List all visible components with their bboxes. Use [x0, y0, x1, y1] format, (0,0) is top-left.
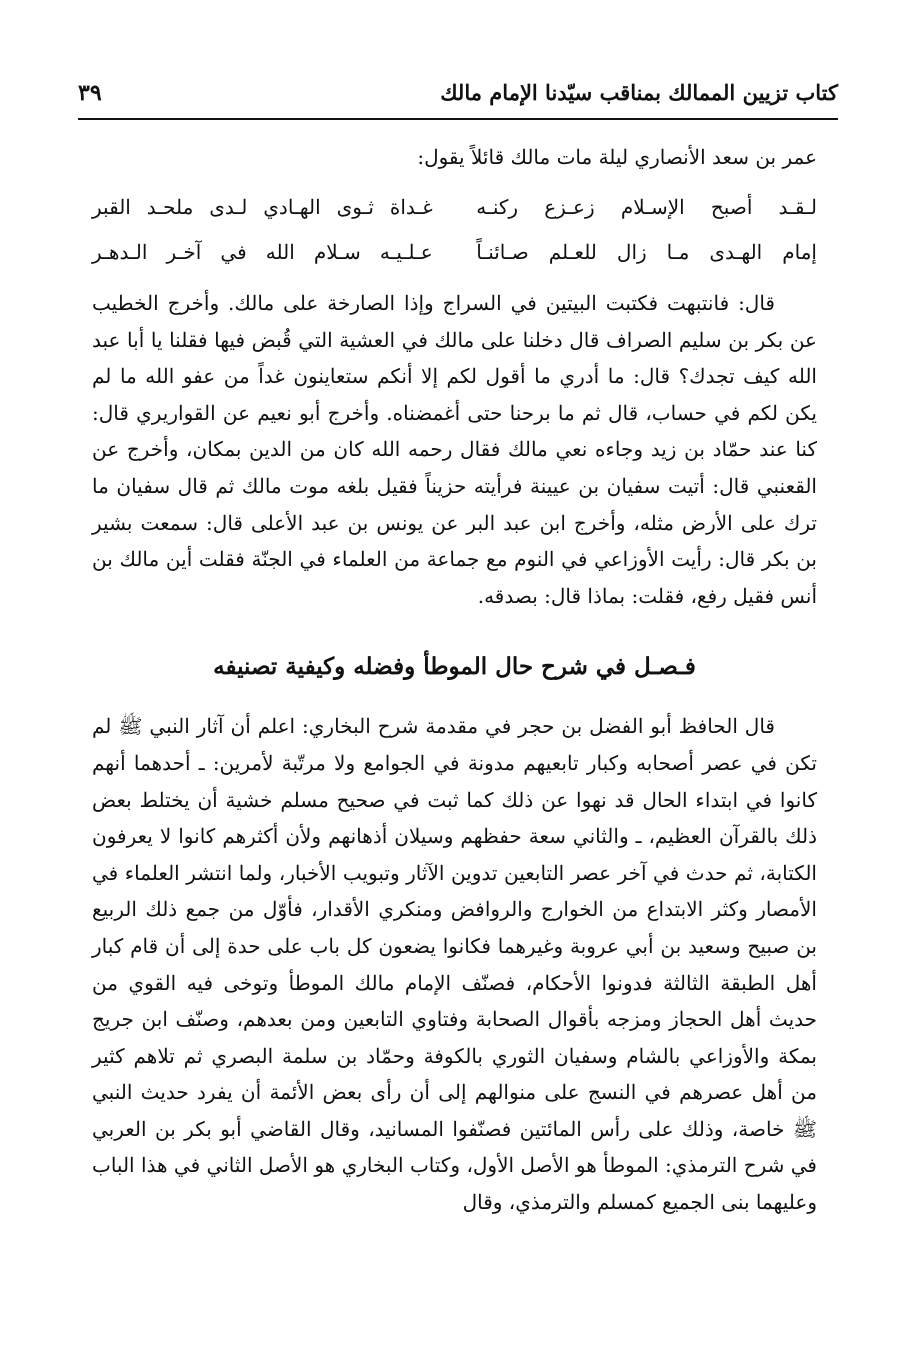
running-header [78, 74, 838, 114]
verse-second-hemistich: عـلـيـه سـلام الله في آخـر الـدهـر [92, 240, 433, 264]
page-body [92, 135, 817, 1221]
verse-first-hemistich: لـقـد أصبح الإسـلام زعـزع ركنـه [476, 195, 817, 219]
poem-verse [92, 230, 817, 275]
paragraph: قال: فانتبهت فكتبت البيتين في السراج وإذا الصارخة على مالك. وأخرج الخطيب عن بكر بن سليم الصراف قال دخلنا على مالك في العشية التي قُبض فيها فقلنا يا أبا عبد الله كيف تجدك؟ قال: ما أدري ما أقول لكم إلا أنكم ستعاينون غداً من عفو الله ما لم يكن لكم في حساب، قال ثم ما برحنا حتى أغمضناه. وأخرج أبو نعيم عن القواريري قال: كنا عند حمّاد بن زيد وجاءه نعي مالك فقال رحمه الله كان من الدين بمكان، وأخرج عن القعنبي قال: أتيت سفيان بن عيينة فرأيته حزيناً فقيل بلغه موت مالك ثم قال سفيان ما ترك على الأرض مثله، وأخرج ابن عبد البر عن يونس بن عبد الأعلى قال: سمعت بشير بن بكر قال: رأيت الأوزاعي في النوم مع جماعة من العلماء في الجنّة فقلت أين مالك بن أنس فقيل رفع، فقلت: بماذا قال: بصدقه. [92, 291, 817, 608]
verse-second-hemistich: غـداة ثـوى الهـادي لـدى ملحـد القبر [92, 195, 433, 219]
header-rule [78, 118, 838, 120]
poem [92, 185, 817, 275]
paragraph: قال الحافظ أبو الفضل بن حجر في مقدمة شرح البخاري: اعلم أن آثار النبي ﷺ لم تكن في عصر أصحابه وكبار تابعيهم مدونة في الجوامع ولا مرتّبة لأمرين: ـ أحدهما أنهم كانوا في ابتداء الحال قد نهوا عن ذلك كما ثبت في صحيح مسلم خشية أن يختلط بعض ذلك بالقرآن العظيم، ـ والثاني سعة حفظهم وسيلان أذهانهم ولأن أكثرهم كانوا لا يعرفون الكتابة، ثم حدث في آخر عصر التابعين تدوين الآثار وتبويب الأخبار، ولما انتشر العلماء في الأمصار وكثر الابتداع من الخوارج والروافض ومنكري الأقدار، فأوّل من جمع ذلك الربيع بن صبيح وسعيد بن أبي عروبة وغيرهما فكانوا يضعون كل باب على حدة إلى أن قام كبار أهل الطبقة الثالثة فدونوا الأحكام، فصنّف الإمام مالك الموطأ وتوخى فيه القوي من حديث أهل الحجاز ومزجه بأقوال الصحابة وفتاوي التابعين ومن بعدهم، وصنّف ابن جريج بمكة والأوزاعي بالشام وسفيان الثوري بالكوفة وحمّاد بن سلمة البصري ثم تلاهم كثير من أهل عصرهم في النسج على منوالهم إلى أن رأى بعض الأئمة أن يفرد حديث النبي ﷺ خاصة، وذلك على رأس المائتين فصنّفوا المسانيد، وقال القاضي أبو بكر بن العربي في شرح الترمذي: الموطأ هو الأصل الأول، وكتاب البخاري هو الأصل الثاني في هذا الباب وعليهما بنى الجميع كمسلم والترمذي، وقال [92, 714, 817, 1215]
intro-line: عمر بن سعد الأنصاري ليلة مات مالك قائلاً يقول: [417, 145, 817, 169]
poem-verse [92, 185, 817, 230]
page-number: ٣٩ [78, 80, 102, 106]
book-title: كتاب تزيين الممالك بمناقب سيّدنا الإمام مالك [440, 80, 838, 105]
section-heading: فـصـل في شرح حال الموطأ وفضله وكيفية تصنيفه [213, 653, 696, 681]
verse-first-hemistich: إمام الهـدى مـا زال للعـلم صـائنـاً [476, 240, 817, 264]
